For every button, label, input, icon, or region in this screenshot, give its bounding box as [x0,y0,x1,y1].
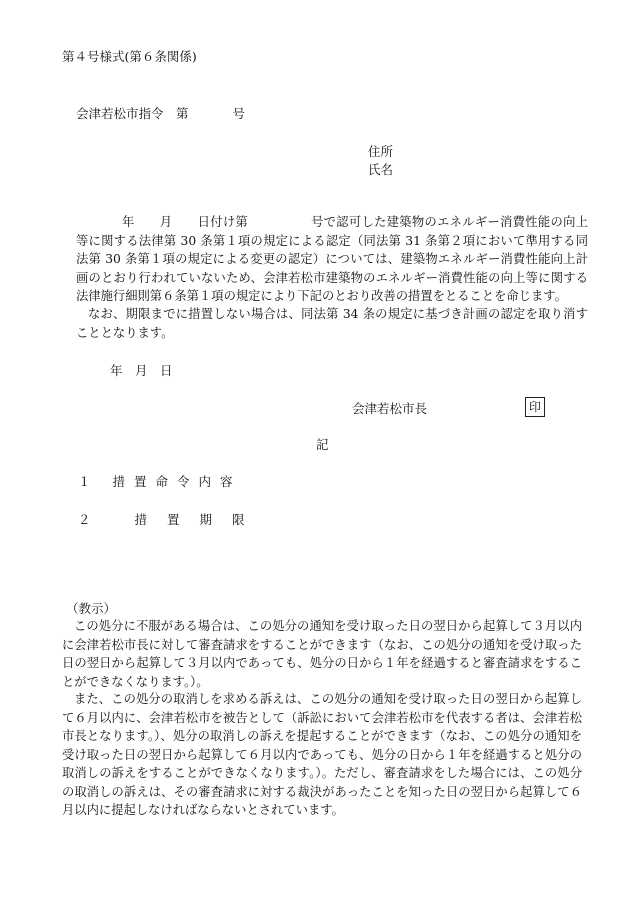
issue-date-line: 年 月 日 [110,363,173,378]
order-number-line [76,104,245,122]
notice-paragraph-appeal: この処分に不服がある場合は、この処分の通知を受け取った日の翌日から起算して３月以内に会津若松市長に対して審査請求をすることができます（なお、この処分の通知を受け取った日の翌日から起算して３月以内であっても、処分の日から１年を経過すると審査請求をすることができなくなります。）。 [62,619,582,689]
notice-title: （教示） [66,601,117,616]
item-measure-deadline: ２ 措置期限 [78,512,265,527]
form-number: 第４号様式(第６条関係) [62,49,197,64]
body-paragraph-cancellation: なお、期限までに措置しない場合は、同法第 34 条の規定に基づき計画の認定を取り消すこととなります。 [76,307,588,340]
item-measure-order-content: １ 措置命令内容 [78,474,242,489]
order-number-suffix: 号 [232,106,246,121]
record-heading: 記 [316,437,329,452]
name-label: 氏名 [368,162,394,177]
body-paragraph-main: 年 月 日付け第 号で認可した建築物のエネルギー消費性能の向上等に関する法律第 30 条第１項の規定による認定（同法第 31 条第２項において準用する同法第 30 条第１項の規定による変更の認定）については、建築物エネルギー消費性能向上計画のとおり行われていないため、会津若松市建築物のエネルギー消費性能の向上等に関する法律施行細則第６条第１項の規定により下記のとおり改善の措置をとることを命じます。 [76,215,588,303]
order-number-prefix: 会津若松市指令 第 [76,106,189,121]
seal-box: 印 [525,397,545,417]
address-label: 住所 [368,144,394,159]
mayor-label: 会津若松市長 [352,401,428,416]
notice-paragraph-lawsuit: また、この処分の取消しを求める訴えは、この処分の通知を受け取った日の翌日から起算して６月以内に、会津若松市を被告として（訴訟において会津若松市を代表する者は、会津若松市長となります。）、処分の取消しの訴えを提起することができます（なお、この処分の通知を受け取った日の翌日から起算して６月以内であっても、処分の日から１年を経過すると処分の取消しの訴えをすることができなくなります。）。ただし、審査請求をした場合には、この処分の取消しの訴えは、その審査請求に対する裁決があったことを知った日の翌日から起算して６月以内に提起しなければならないとされています。 [62,692,582,817]
